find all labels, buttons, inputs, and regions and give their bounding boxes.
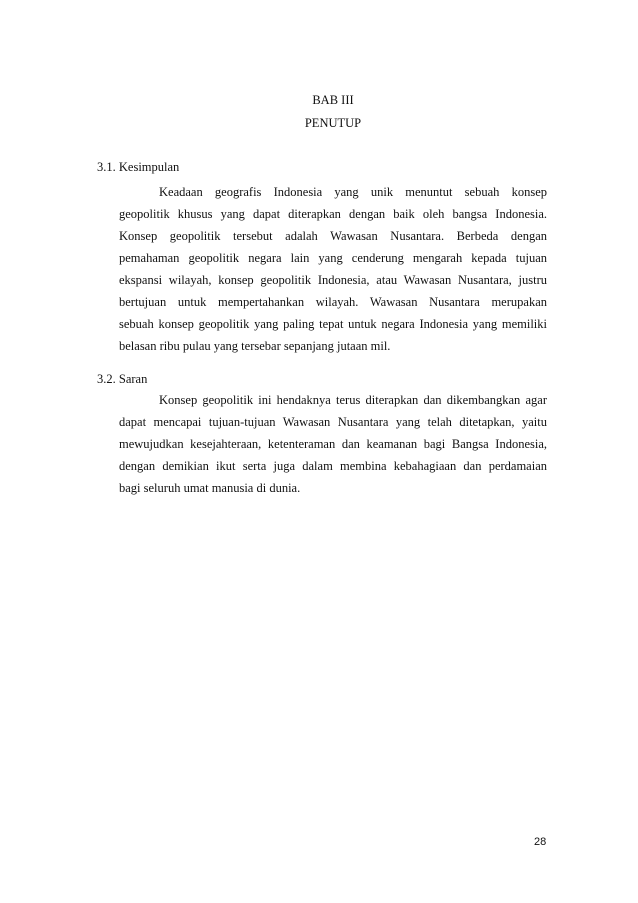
section-heading-kesimpulan: 3.1. Kesimpulan bbox=[97, 160, 180, 174]
paragraph-line: Keadaan geografis Indonesia yang unik menuntut sebuah konsep bbox=[159, 185, 547, 199]
paragraph-line: dengan demikian ikut serta juga dalam membina kebahagiaan dan perdamaian bbox=[119, 459, 547, 473]
paragraph-line: ekspansi wilayah, konsep geopolitik Indonesia, atau Wawasan Nusantara, justru bbox=[119, 273, 547, 287]
paragraph-line: belasan ribu pulau yang tersebar sepanjang jutaan mil. bbox=[119, 339, 391, 353]
chapter-title: PENUTUP bbox=[304, 116, 362, 130]
paragraph-line: mewujudkan kesejahteraan, ketenteraman dan keamanan bagi Bangsa Indonesia, bbox=[119, 437, 547, 451]
page-number: 28 bbox=[534, 836, 547, 848]
paragraph-line: bagi seluruh umat manusia di dunia. bbox=[119, 481, 301, 495]
paragraph-saran bbox=[119, 389, 547, 499]
paragraph-line: Konsep geopolitik ini hendaknya terus diterapkan dan dikembangkan agar bbox=[159, 393, 547, 407]
paragraph-line: sebuah konsep geopolitik yang paling tepat untuk negara Indonesia yang memiliki bbox=[119, 317, 547, 331]
section-heading-saran: 3.2. Saran bbox=[97, 372, 148, 386]
chapter-number: BAB III bbox=[312, 93, 354, 107]
paragraph-line: pemahaman geopolitik negara lain yang cenderung mengarah kepada tujuan bbox=[119, 251, 547, 265]
paragraph-line: Konsep geopolitik tersebut adalah Wawasan Nusantara. Berbeda dengan bbox=[119, 229, 547, 243]
paragraph-line: bertujuan untuk mempertahankan wilayah. Wawasan Nusantara merupakan bbox=[119, 295, 547, 309]
paragraph-kesimpulan bbox=[119, 181, 547, 357]
paragraph-line: dapat mencapai tujuan-tujuan Wawasan Nusantara yang telah ditetapkan, yaitu bbox=[119, 415, 547, 429]
paragraph-line: geopolitik khusus yang dapat diterapkan dengan baik oleh bangsa Indonesia. bbox=[119, 207, 547, 221]
